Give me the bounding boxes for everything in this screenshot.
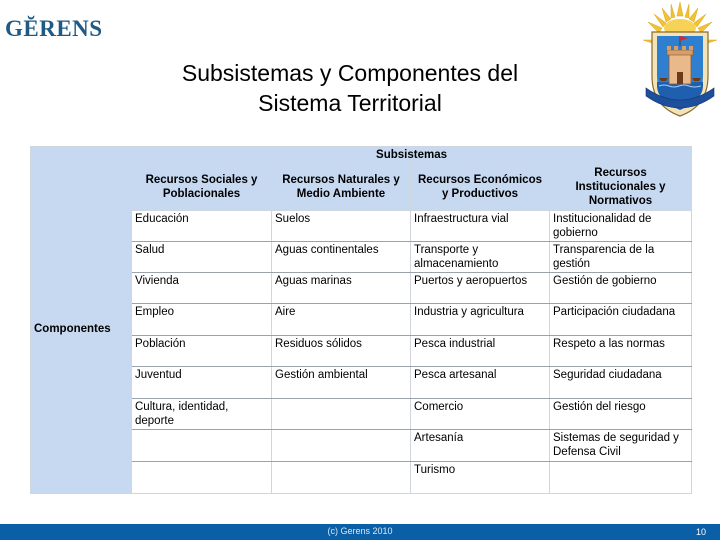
table-cell: Empleo [132, 304, 272, 336]
table-cell: Turismo [411, 462, 550, 494]
footer-copyright: (c) Gerens 2010 [327, 526, 393, 536]
table-cell: Cultura, identidad, deporte [132, 399, 272, 430]
subsystems-table [30, 146, 691, 494]
components-grid [30, 146, 692, 494]
table-cell: Gestión ambiental [272, 367, 411, 399]
components-label: Componentes [31, 164, 132, 494]
table-cell: Vivienda [132, 273, 272, 304]
table-cell: Infraestructura vial [411, 211, 550, 242]
table-cell: Aire [272, 304, 411, 336]
page-number: 10 [695, 527, 706, 537]
table-cell: Industria y agricultura [411, 304, 550, 336]
table-cell: Participación ciudadana [550, 304, 692, 336]
table-cell: Seguridad ciudadana [550, 367, 692, 399]
subsystems-header: Subsistemas [132, 147, 692, 164]
table-cell: Artesanía [411, 430, 550, 462]
coat-of-arms-icon [642, 2, 718, 120]
table-cell [132, 430, 272, 462]
table-cell: Gestión del riesgo [550, 399, 692, 430]
table-cell: Transporte y almacenamiento [411, 242, 550, 273]
table-cell: Institucionalidad de gobierno [550, 211, 692, 242]
table-cell: Aguas marinas [272, 273, 411, 304]
table-cell: Salud [132, 242, 272, 273]
table-cell: Aguas continentales [272, 242, 411, 273]
table-cell: Población [132, 336, 272, 367]
page-title [120, 58, 580, 118]
column-header-social: Recursos Sociales y Poblacionales [132, 164, 272, 211]
table-cell: Suelos [272, 211, 411, 242]
table-cell: Educación [132, 211, 272, 242]
table-cell: Residuos sólidos [272, 336, 411, 367]
table-cell [272, 399, 411, 430]
title-line-1: Subsistemas y Componentes del [181, 60, 519, 86]
table-cell: Sistemas de seguridad y Defensa Civil [550, 430, 692, 462]
table-cell [550, 462, 692, 494]
column-header-economic: Recursos Económicos y Productivos [411, 164, 550, 211]
table-cell [132, 462, 272, 494]
table-cell: Pesca artesanal [411, 367, 550, 399]
column-header-institutional: Recursos Institucionales y Normativos [550, 164, 692, 211]
table-cell: Transparencia de la gestión [550, 242, 692, 273]
title-line-2: Sistema Territorial [258, 90, 442, 116]
table-corner-cell [31, 147, 132, 164]
gerens-logo: GĔRENS [5, 16, 103, 41]
table-cell: Comercio [411, 399, 550, 430]
column-header-natural: Recursos Naturales y Medio Ambiente [272, 164, 411, 211]
table-cell: Pesca industrial [411, 336, 550, 367]
table-cell [272, 462, 411, 494]
table-cell: Puertos y aeropuertos [411, 273, 550, 304]
footer-bar [0, 524, 720, 540]
table-cell [272, 430, 411, 462]
table-cell: Respeto a las normas [550, 336, 692, 367]
table-cell: Juventud [132, 367, 272, 399]
table-cell: Gestión de gobierno [550, 273, 692, 304]
